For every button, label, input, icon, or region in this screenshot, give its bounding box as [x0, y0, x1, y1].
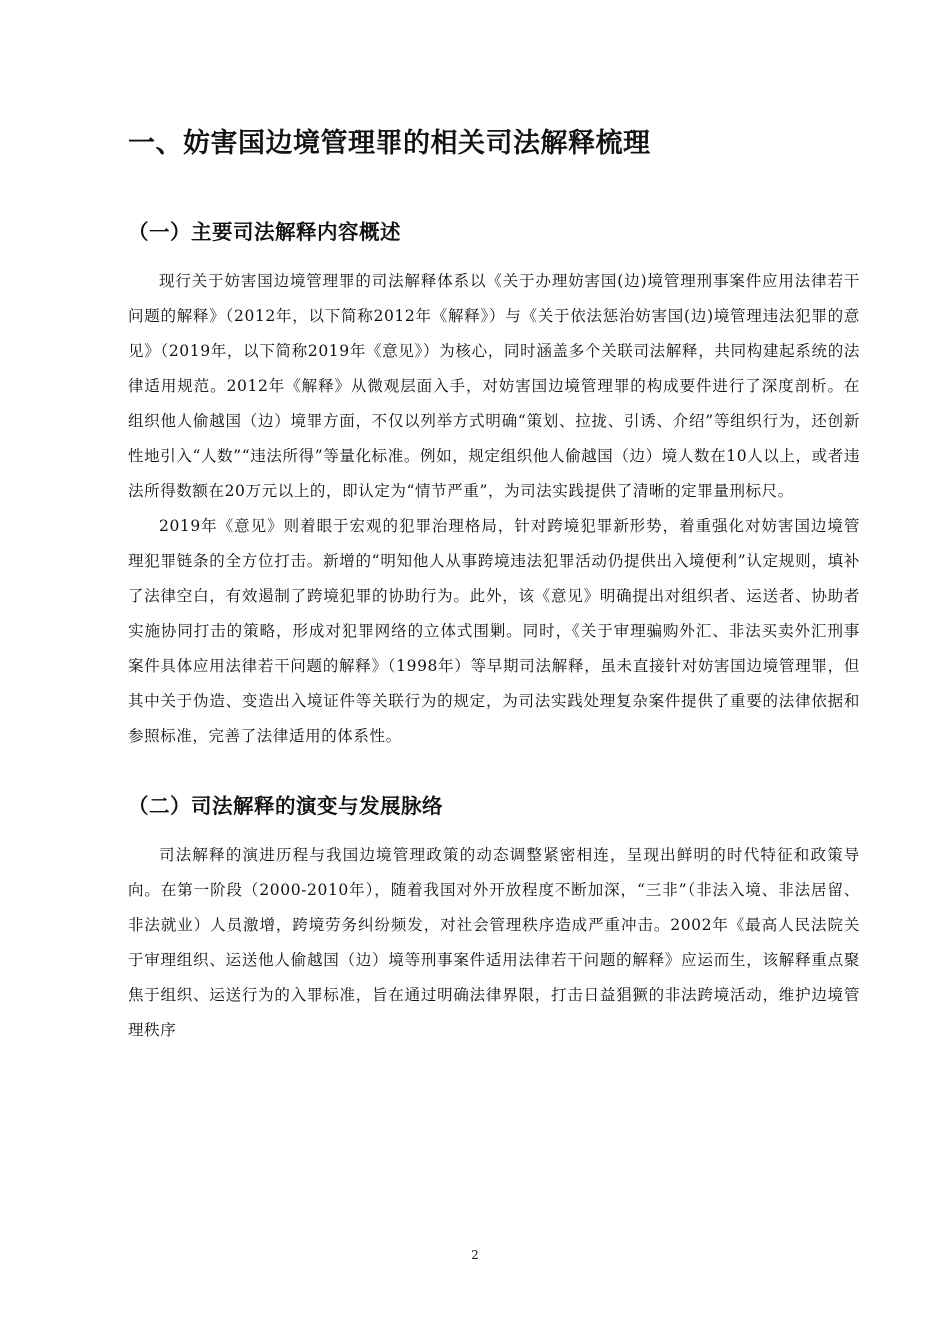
- section-1-paragraph-1: 现行关于妨害国边境管理罪的司法解释体系以《关于办理妨害国(边)境管理刑事案件应用法律若干问题的解释》（2012年，以下简称2012年《解释》）与《关于依法惩治妨害国(边)境管理违法犯罪的意见》（2019年，以下简称2019年《意见》）为核心，同时涵盖多个关联司法解释，共同构建起系统的法律适用规范。2012年《解释》从微观层面入手，对妨害国边境管理罪的构成要件进行了深度剖析。在组织他人偷越国（边）境罪方面，不仅以列举方式明确“策划、拉拢、引诱、介绍”等组织行为，还创新性地引入“人数”“违法所得”等量化标准。例如，规定组织他人偷越国（边）境人数在10人以上，或者违法所得数额在20万元以上的，即认定为“情节严重”，为司法实践提供了清晰的定罪量刑标尺。: [128, 272, 860, 500]
- document-content: [128, 118, 860, 1048]
- section-heading-1: （一）主要司法解释内容概述: [128, 220, 401, 244]
- page-number: 2: [471, 1248, 479, 1262]
- chapter-heading: 一、妨害国边境管理罪的相关司法解释梳理: [128, 128, 651, 159]
- section-heading-2: （二）司法解释的演变与发展脉络: [128, 794, 443, 818]
- section-2-paragraph-1: 司法解释的演进历程与我国边境管理政策的动态调整紧密相连，呈现出鲜明的时代特征和政策导向。在第一阶段（2000-2010年），随着我国对外开放程度不断加深，“三非”（非法入境、非法居留、非法就业）人员激增，跨境劳务纠纷频发，对社会管理秩序造成严重冲击。2002年《最高人民法院关于审理组织、运送他人偷越国（边）境等刑事案件适用法律若干问题的解释》应运而生，该解释重点聚焦于组织、运送行为的入罪标准，旨在通过明确法律界限，打击日益猖獗的非法跨境活动，维护边境管理秩序: [128, 846, 860, 1039]
- section-1-paragraph-2: 2019年《意见》则着眼于宏观的犯罪治理格局，针对跨境犯罪新形势，着重强化对妨害国边境管理犯罪链条的全方位打击。新增的“明知他人从事跨境违法犯罪活动仍提供出入境便利”认定规则，填补了法律空白，有效遏制了跨境犯罪的协助行为。此外，该《意见》明确提出对组织者、运送者、协助者实施协同打击的策略，形成对犯罪网络的立体式围剿。同时，《关于审理骗购外汇、非法买卖外汇刑事案件具体应用法律若干问题的解释》（1998年）等早期司法解释，虽未直接针对妨害国边境管理罪，但其中关于伪造、变造出入境证件等关联行为的规定，为司法实践处理复杂案件提供了重要的法律依据和参照标准，完善了法律适用的体系性。: [128, 517, 860, 745]
